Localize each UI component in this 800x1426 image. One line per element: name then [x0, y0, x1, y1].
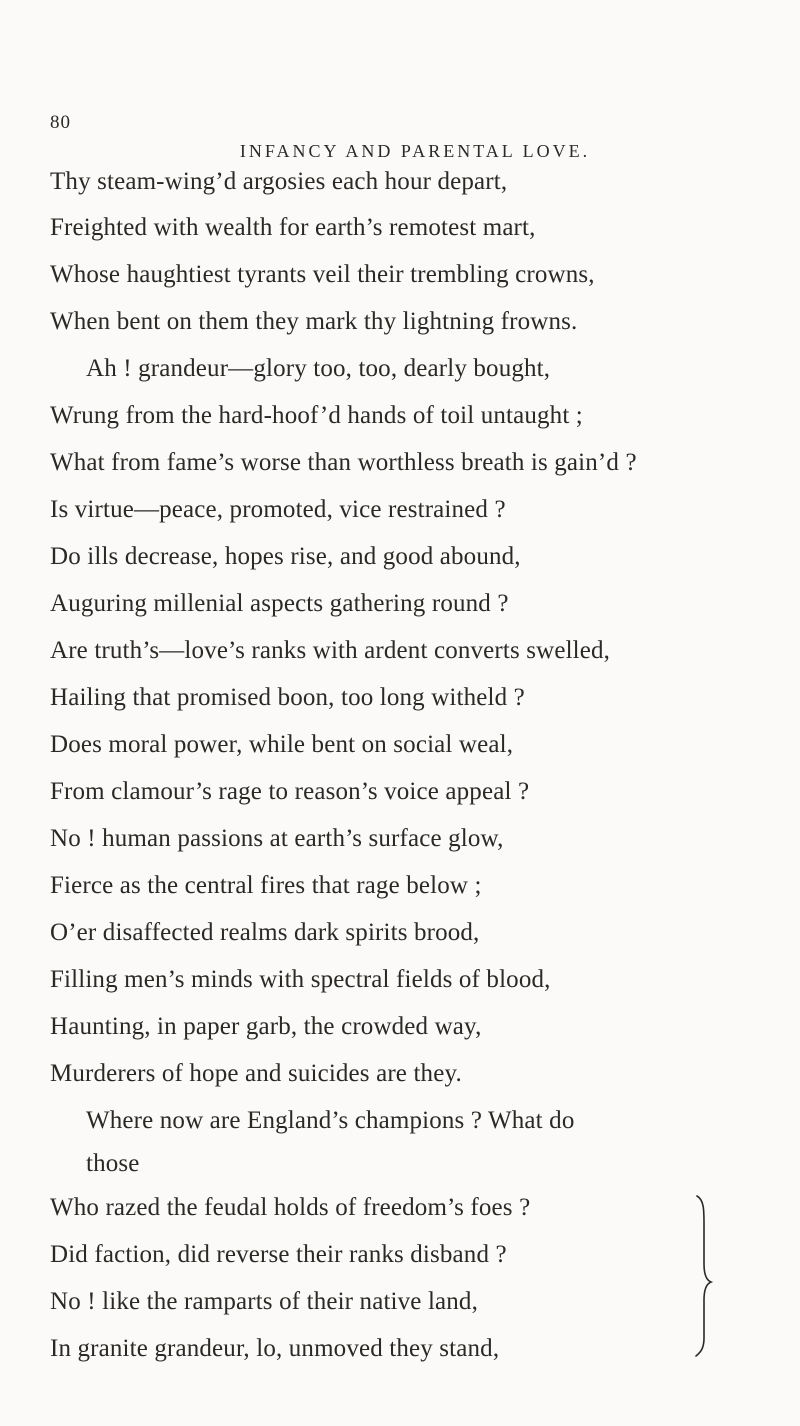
right-brace-icon: [694, 1188, 714, 1368]
poem-line: No ! like the ramparts of their native land,: [50, 1288, 478, 1315]
poem-line: When bent on them they mark thy lightning frowns.: [50, 308, 578, 335]
poem-line: Do ills decrease, hopes rise, and good abound,: [50, 543, 521, 570]
poem-line: Freighted with wealth for earth’s remotest mart,: [50, 214, 536, 241]
poem-line: In granite grandeur, lo, unmoved they stand,: [50, 1335, 500, 1362]
poem-line: Filling men’s minds with spectral fields of blood,: [50, 966, 551, 993]
poem-line: No ! human passions at earth’s surface glow,: [50, 825, 504, 852]
poem-line: Are truth’s—love’s ranks with ardent converts swelled,: [50, 637, 611, 664]
poem-line: Whose haughtiest tyrants veil their trembling crowns,: [50, 261, 595, 288]
running-head: INFANCY AND PARENTAL LOVE.: [239, 141, 591, 161]
poem-line: Thy steam-wing’d argosies each hour depart,: [50, 168, 508, 195]
page-number: 80: [50, 112, 71, 133]
poem-line: Is virtue—peace, promoted, vice restrained ?: [50, 496, 506, 523]
poem-line: Does moral power, while bent on social weal,: [50, 731, 514, 758]
poem-line-continuation: those: [86, 1150, 140, 1177]
poem-line: What from fame’s worse than worthless breath is gain’d ?: [50, 449, 637, 476]
poem-line: Auguring millenial aspects gathering round ?: [50, 590, 509, 617]
poem-line: Fierce as the central fires that rage below ;: [50, 872, 482, 899]
poem-line: Did faction, did reverse their ranks disband ?: [50, 1241, 507, 1268]
poem-line: Ah ! grandeur—glory too, too, dearly bought,: [86, 355, 551, 382]
poem-line: Murderers of hope and suicides are they.: [50, 1060, 462, 1087]
poem-line: O’er disaffected realms dark spirits brood,: [50, 919, 480, 946]
poem-line: Hailing that promised boon, too long witheld ?: [50, 684, 525, 711]
poem-line: From clamour’s rage to reason’s voice appeal ?: [50, 778, 530, 805]
poem-line: Where now are England’s champions ? What do: [86, 1107, 575, 1134]
poem-line: Who razed the feudal holds of freedom’s foes ?: [50, 1194, 531, 1221]
poem-line: Wrung from the hard-hoof’d hands of toil untaught ;: [50, 402, 583, 429]
poem-line: Haunting, in paper garb, the crowded way,: [50, 1013, 482, 1040]
